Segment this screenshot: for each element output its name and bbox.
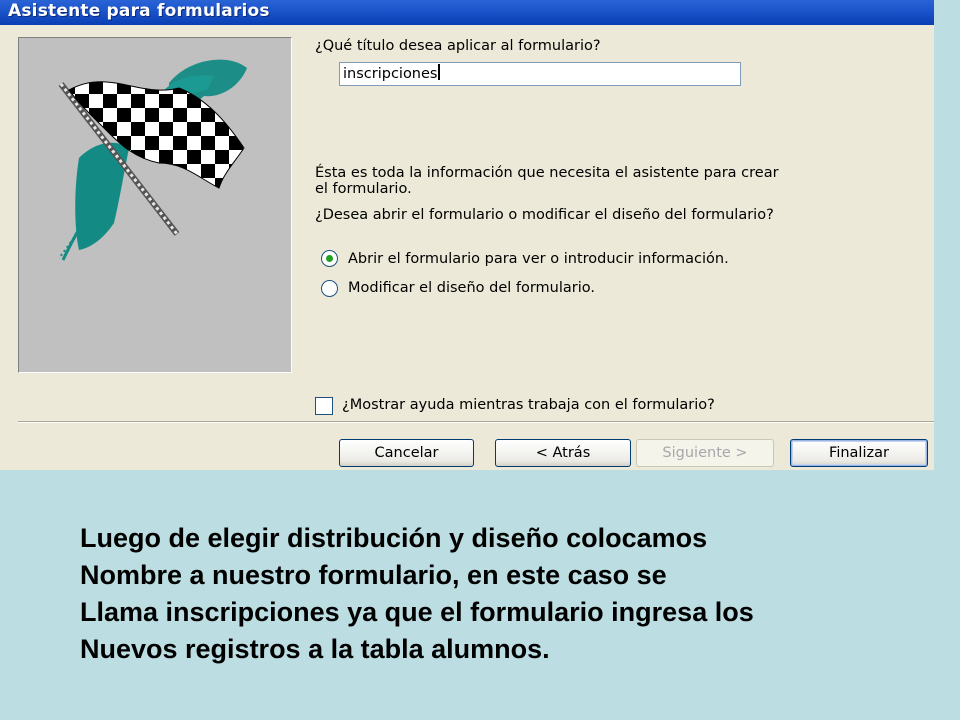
finish-button[interactable] (790, 439, 928, 467)
help-checkbox-label[interactable]: ¿Mostrar ayuda mientras trabaja con el formulario? (342, 397, 715, 413)
info-text-line1: Ésta es toda la información que necesita el asistente para crear (315, 165, 779, 181)
info-text-line2: el formulario. (315, 181, 412, 197)
title-bar[interactable] (0, 0, 934, 25)
title-question-label: ¿Qué título desea aplicar al formulario? (315, 38, 601, 54)
caption-line: Llama inscripciones ya que el formulario ingresa los (80, 597, 754, 627)
form-title-value: inscripciones (343, 66, 438, 82)
radio-open-form-label[interactable]: Abrir el formulario para ver o introducir información. (348, 251, 729, 267)
radio-modify-design[interactable] (321, 280, 338, 297)
text-caret (438, 64, 440, 80)
separator (18, 421, 934, 423)
radio-selected-dot (326, 255, 333, 262)
form-title-input[interactable] (339, 62, 741, 86)
window-title: Asistente para formularios (8, 1, 270, 21)
radio-open-form[interactable] (321, 250, 338, 267)
caption-line: Nuevos registros a la tabla alumnos. (80, 634, 550, 664)
checkered-flag-icon (19, 38, 291, 372)
caption-line: Nombre a nuestro formulario, en este caso se (80, 560, 667, 590)
next-button[interactable] (636, 439, 774, 467)
cancel-button[interactable] (339, 439, 474, 467)
finish-button-label: Finalizar (829, 445, 889, 461)
next-button-label: Siguiente > (662, 445, 748, 461)
help-checkbox[interactable] (315, 397, 333, 415)
caption-line: Luego de elegir distribución y diseño colocamos (80, 523, 708, 553)
open-question-label: ¿Desea abrir el formulario o modificar el diseño del formulario? (315, 207, 774, 223)
back-button-label: < Atrás (535, 445, 591, 461)
cancel-button-label: Cancelar (374, 445, 439, 461)
radio-modify-design-label[interactable]: Modificar el diseño del formulario. (348, 280, 596, 296)
slide-caption (80, 520, 940, 668)
wizard-illustration (18, 37, 292, 373)
back-button[interactable] (495, 439, 631, 467)
